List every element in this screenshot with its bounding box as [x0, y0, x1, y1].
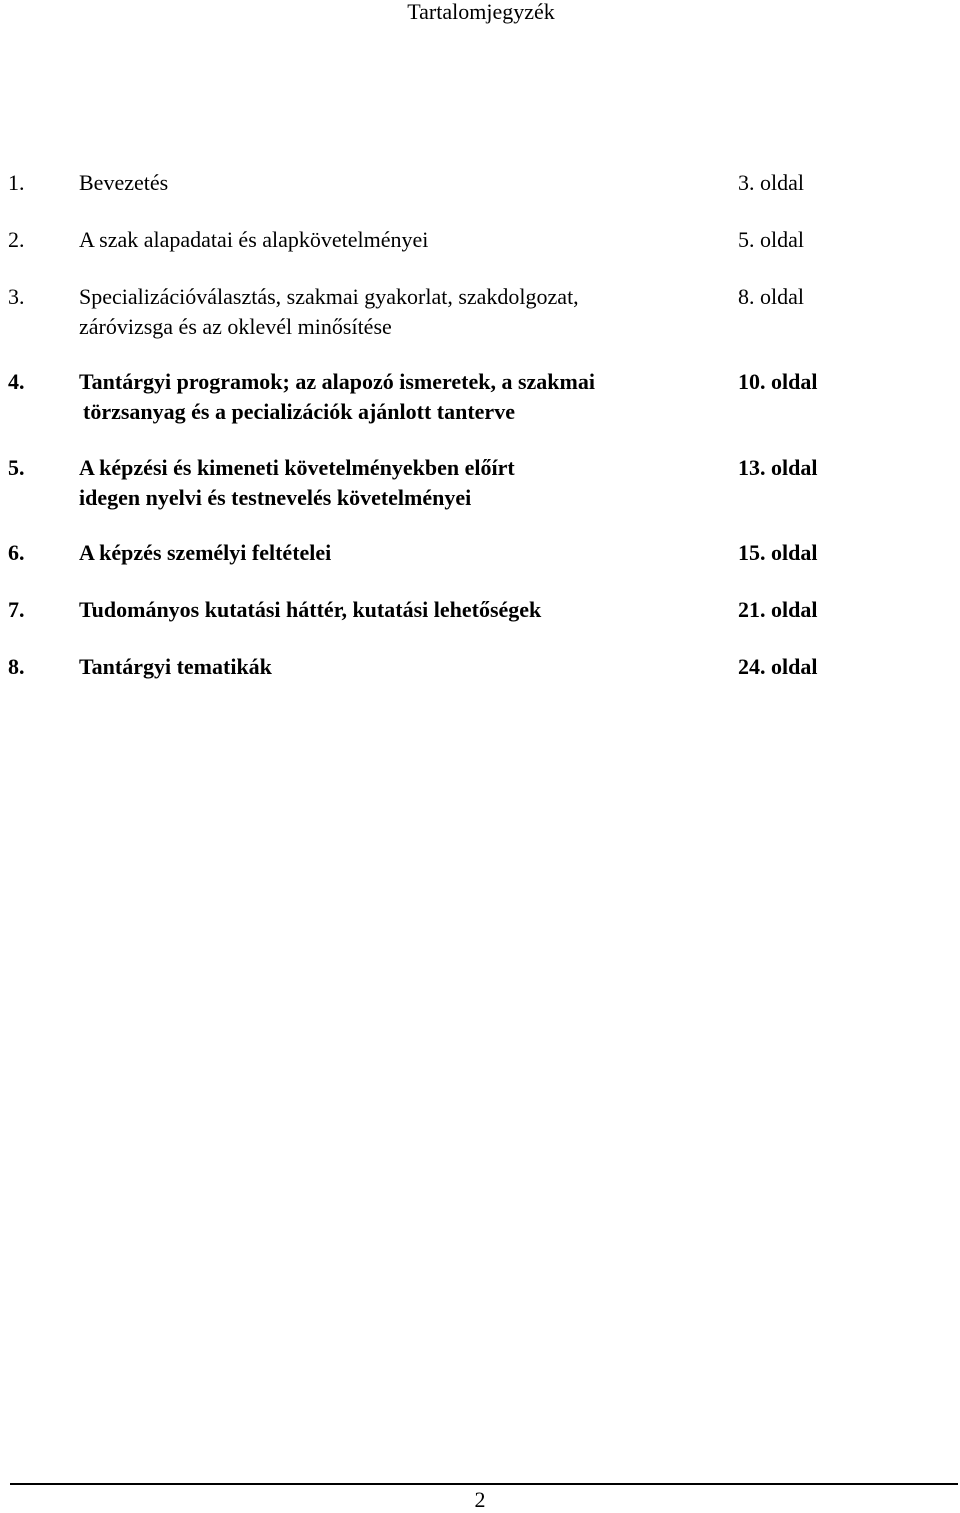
toc-entry-title: [79, 453, 719, 513]
toc-entry-title-line: A képzés személyi feltételei: [79, 540, 332, 565]
toc-entry-page: 21. oldal: [738, 597, 818, 622]
toc-entry-title-line: A képzési és kimeneti követelményekben előírt: [79, 455, 515, 480]
toc-entry-number: 8.: [8, 654, 25, 679]
toc-entry-title: [79, 168, 719, 198]
toc-entry-title-line: Specializációválasztás, szakmai gyakorlat, szakdolgozat,: [79, 284, 579, 309]
toc-entry-page: 15. oldal: [738, 540, 818, 565]
toc-entry-title: [79, 282, 719, 342]
toc-entry-title-line: Bevezetés: [79, 170, 169, 195]
toc-entry-number: 5.: [8, 455, 25, 480]
toc-entry-number: 4.: [8, 369, 25, 394]
toc-entry-title-line: Tudományos kutatási háttér, kutatási lehetőségek: [79, 597, 542, 622]
toc-entry-number: 6.: [8, 540, 25, 565]
toc-entry-title: [79, 652, 719, 682]
toc-entry-page: 8. oldal: [738, 284, 804, 309]
toc-entry-page: 3. oldal: [738, 170, 804, 195]
toc-entry-page: 5. oldal: [738, 227, 804, 252]
page-title-text: Tartalomjegyzék: [407, 0, 555, 24]
toc-entry-title-line: záróvizsga és az oklevél minősítése: [79, 314, 392, 339]
page-number: 2: [474, 1487, 486, 1512]
toc-entry-number: 3.: [8, 284, 25, 309]
toc-entry-title-line: törzsanyag és a pecializációk ajánlott tanterve: [83, 399, 515, 424]
toc-entry-number: 2.: [8, 227, 25, 252]
toc-entry-title: [79, 225, 719, 255]
toc-entry-page: 10. oldal: [738, 369, 818, 394]
toc-entry-title: [79, 538, 719, 568]
toc-entry-title-line: Tantárgyi tematikák: [79, 654, 272, 679]
toc-entry-page: 13. oldal: [738, 455, 818, 480]
toc-entry-page: 24. oldal: [738, 654, 818, 679]
toc-entry-number: 1.: [8, 170, 25, 195]
footer-divider: [10, 1483, 958, 1485]
toc-entry-number: 7.: [8, 597, 25, 622]
toc-entry-title-line: A szak alapadatai és alapkövetelményei: [79, 227, 429, 252]
toc-entry-title: [79, 595, 719, 625]
toc-entry-title: [79, 367, 719, 427]
page-title: [0, 0, 960, 26]
toc-entry-title-line: Tantárgyi programok; az alapozó ismeretek, a szakmai: [79, 369, 595, 394]
toc-entry-title-line: idegen nyelvi és testnevelés követelményei: [79, 485, 472, 510]
